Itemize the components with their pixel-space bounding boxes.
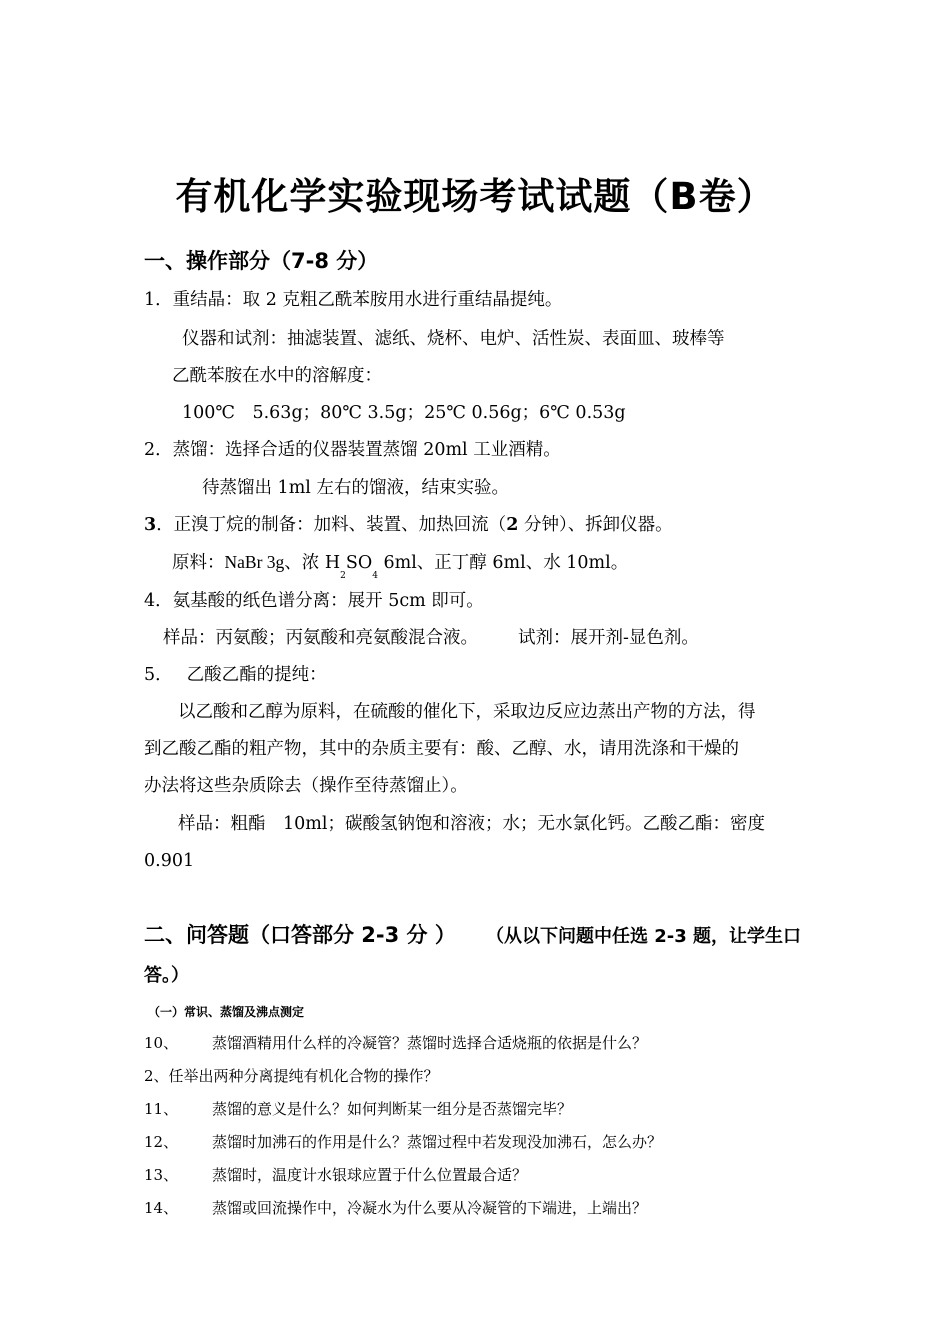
raw-acid-prefix: 、浓 H bbox=[284, 553, 341, 573]
question-number: 11、 bbox=[144, 1100, 179, 1118]
question-text: 蒸馏时加沸石的作用是什么？蒸馏过程中若发现没加沸石，怎么办？ bbox=[212, 1133, 663, 1151]
item-5-title: 乙酸乙酯的提纯： bbox=[186, 665, 327, 685]
item-3-line bbox=[144, 514, 673, 536]
question-row bbox=[144, 1066, 439, 1086]
item-1-solubility-label: 乙酰苯胺在水中的溶解度： bbox=[172, 366, 382, 386]
item-4-sample: 样品：丙氨酸；丙氨酸和亮氨酸混合液。 bbox=[163, 628, 478, 648]
question-number: 12、 bbox=[144, 1133, 179, 1151]
subsection-heading: （一）常识、蒸馏及沸点测定 bbox=[148, 1005, 305, 1019]
item-4-line: 4．氨基酸的纸色谱分离：展开 5cm 即可。 bbox=[144, 591, 484, 611]
raw-rest: 6ml、正丁醇 6ml、水 10ml。 bbox=[377, 553, 629, 573]
question-number: 13、 bbox=[144, 1166, 179, 1184]
item-5-paragraph-2: 到乙酸乙酯的粗产物，其中的杂质主要有：酸、乙醇、水，请用洗涤和干燥的 bbox=[144, 739, 739, 759]
item-4-samples bbox=[163, 627, 699, 649]
item-1-solubility-values: 100℃ 5.63g；80℃ 3.5g；25℃ 0.56g；6℃ 0.53g bbox=[182, 403, 626, 423]
item-3-number: 3 bbox=[144, 515, 157, 535]
item-3-raw-materials bbox=[172, 551, 629, 581]
question-row bbox=[144, 1033, 647, 1053]
section-two-note-a: （从以下问题中任选 2-3 题，让学生口 bbox=[486, 926, 802, 947]
question-text: 蒸馏的意义是什么？如何判断某一组分是否蒸馏完毕？ bbox=[212, 1100, 573, 1118]
question-row bbox=[144, 1198, 647, 1218]
question-text: 2、任举出两种分离提纯有机化合物的操作？ bbox=[144, 1067, 439, 1085]
question-row bbox=[144, 1099, 572, 1119]
section-one-heading: 一、操作部分（7-8 分） bbox=[144, 249, 379, 273]
item-5-paragraph-5: 0.901 bbox=[144, 851, 195, 871]
item-5-paragraph-4: 样品：粗酯 10ml；碳酸氢钠饱和溶液；水；无水氯化钙。乙酸乙酯：密度 bbox=[178, 814, 765, 834]
question-text: 蒸馏或回流操作中，冷凝水为什么要从冷凝管的下端进，上端出？ bbox=[212, 1199, 648, 1217]
question-text: 蒸馏时，温度计水银球应置于什么位置最合适？ bbox=[212, 1166, 528, 1184]
subscript-4: 4 bbox=[372, 571, 378, 581]
question-row bbox=[144, 1132, 662, 1152]
section-two-note-b: 答。） bbox=[144, 965, 189, 986]
section-two-heading: 二、问答题（口答部分 2-3 分 ） bbox=[144, 923, 456, 947]
item-2-note: 待蒸馏出 1ml 左右的馏液，结束实验。 bbox=[202, 478, 509, 498]
item-5-number: 5． bbox=[144, 665, 173, 685]
raw-nabr: NaBr 3g bbox=[224, 552, 285, 572]
item-1-line: 1．重结晶：取 2 克粗乙酰苯胺用水进行重结晶提纯。 bbox=[144, 290, 563, 310]
raw-label: 原料： bbox=[172, 553, 225, 573]
item-3-text-b: 分钟）、拆卸仪器。 bbox=[518, 515, 673, 535]
item-4-reagent: 试剂：展开剂-显色剂。 bbox=[518, 628, 699, 648]
question-number: 14、 bbox=[144, 1199, 179, 1217]
item-3-bold-number: 2 bbox=[506, 515, 519, 535]
item-3-text-a: ．正溴丁烷的制备：加料、装置、加热回流（ bbox=[156, 515, 507, 535]
item-2-line: 2．蒸馏：选择合适的仪器装置蒸馏 20ml 工业酒精。 bbox=[144, 440, 561, 460]
item-5-paragraph-1: 以乙酸和乙醇为原料，在硫酸的催化下，采取边反应边蒸出产物的方法，得 bbox=[178, 702, 756, 722]
item-5-line bbox=[144, 664, 327, 686]
item-5-paragraph-3: 办法将这些杂质除去（操作至待蒸馏止）。 bbox=[144, 776, 468, 796]
page-title: 有机化学实验现场考试试题（B卷） bbox=[175, 175, 775, 218]
raw-acid-so: SO bbox=[345, 553, 373, 573]
question-row bbox=[144, 1165, 527, 1185]
item-1-reagents: 仪器和试剂：抽滤装置、滤纸、烧杯、电炉、活性炭、表面皿、玻棒等 bbox=[182, 329, 725, 349]
subscript-2: 2 bbox=[340, 571, 346, 581]
question-number: 10、 bbox=[144, 1034, 179, 1052]
question-text: 蒸馏酒精用什么样的冷凝管？蒸馏时选择合适烧瓶的依据是什么？ bbox=[212, 1034, 648, 1052]
